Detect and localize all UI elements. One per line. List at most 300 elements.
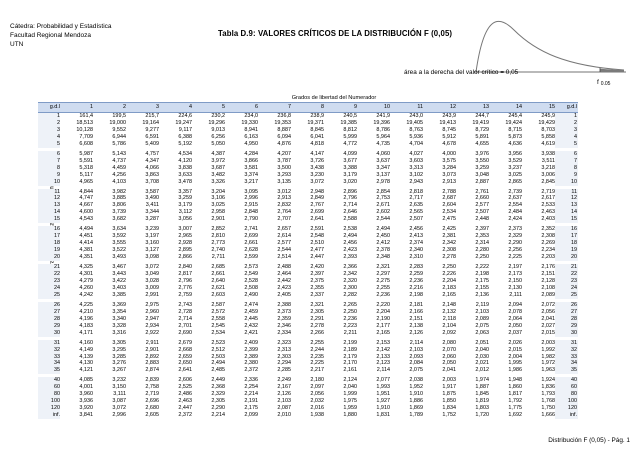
table-cell: 4,667 xyxy=(79,202,93,209)
table-cell: 2,269 xyxy=(541,240,555,247)
row-df-left: 28 xyxy=(38,316,60,323)
table-cell: 5,192 xyxy=(178,140,192,147)
row-df-left: 25 xyxy=(38,292,60,299)
table-cell: 2,359 xyxy=(277,315,291,322)
table-cell: 2,249 xyxy=(277,377,291,384)
table-cell: 3,316 xyxy=(112,329,126,336)
table-cell: 2,866 xyxy=(178,254,192,261)
table-cell: 19,000 xyxy=(109,119,126,126)
table-cell: 3,218 xyxy=(541,164,555,171)
table-cell: 2,640 xyxy=(211,277,225,284)
table-cell: 2,138 xyxy=(409,322,423,329)
table-cell: 2,030 xyxy=(475,353,489,360)
table-row xyxy=(38,347,578,354)
row-df-left: 29 xyxy=(38,323,60,330)
table-cell: 2,614 xyxy=(277,233,291,240)
table-cell: 2,740 xyxy=(211,247,225,254)
table-cell: 1,845 xyxy=(475,391,489,398)
table-cell: 3,806 xyxy=(112,202,126,209)
table-cell: 2,456 xyxy=(343,240,357,247)
table-cell: 8,763 xyxy=(409,126,423,133)
table-cell: 1,836 xyxy=(541,384,555,391)
table-cell: 8,812 xyxy=(343,126,357,133)
table-cell: 2,512 xyxy=(211,346,225,353)
table-cell: 3,422 xyxy=(112,277,126,284)
table-cell: 2,378 xyxy=(376,247,390,254)
table-row xyxy=(38,127,578,134)
table-cell: 2,255 xyxy=(310,339,324,346)
table-cell: 3,493 xyxy=(112,254,126,261)
table-cell: 2,077 xyxy=(376,377,390,384)
table-cell: 19,353 xyxy=(274,119,291,126)
table-row xyxy=(38,134,578,141)
table-cell: 4,347 xyxy=(145,157,159,164)
table-cell: 2,996 xyxy=(244,195,258,202)
table-cell: 4,950 xyxy=(244,140,258,147)
row-df-right: 10 xyxy=(555,179,578,186)
table-cell: 2,342 xyxy=(343,271,357,278)
table-cell: 1,775 xyxy=(508,405,522,412)
table-cell: 2,063 xyxy=(475,329,489,336)
table-cell: 3,295 xyxy=(112,346,126,353)
table-cell: 3,587 xyxy=(145,188,159,195)
table-cell: 5,117 xyxy=(79,171,93,178)
table-cell: 2,075 xyxy=(409,367,423,374)
table-cell: 2,132 xyxy=(442,308,456,315)
table-cell: 2,577 xyxy=(475,202,489,209)
table-row xyxy=(38,323,578,330)
table-cell: 1,850 xyxy=(442,398,456,405)
table-cell: 7,709 xyxy=(79,133,93,140)
table-cell: 2,459 xyxy=(244,308,258,315)
table-cell: 4,494 xyxy=(79,226,93,233)
table-cell: 3,490 xyxy=(145,195,159,202)
table-cell: 3,135 xyxy=(277,178,291,185)
row-df-right: 20 xyxy=(555,254,578,261)
table-cell: 215,7 xyxy=(145,113,159,119)
table-cell: 6,608 xyxy=(79,140,93,147)
row-df-left: 2 xyxy=(38,120,60,127)
table-cell: 2,093 xyxy=(409,353,423,360)
column-header: 15 xyxy=(522,103,555,113)
table-cell: 4,965 xyxy=(79,178,93,185)
table-cell: 2,340 xyxy=(409,247,423,254)
table-cell: 3,529 xyxy=(508,157,522,164)
table-cell: 2,739 xyxy=(508,188,522,195)
table-cell: 2,373 xyxy=(277,308,291,315)
table-cell: 3,726 xyxy=(310,157,324,164)
table-cell: 2,544 xyxy=(376,216,390,223)
table-cell: 2,445 xyxy=(244,315,258,322)
table-cell: 9,117 xyxy=(178,126,192,133)
table-cell: 2,041 xyxy=(541,315,555,322)
table-cell: 3,982 xyxy=(112,188,126,195)
table-cell: 3,838 xyxy=(178,164,192,171)
table-cell: 2,305 xyxy=(310,308,324,315)
row-df-left: 14 xyxy=(38,209,60,216)
table-cell: 9,552 xyxy=(112,126,126,133)
table-cell: 2,114 xyxy=(376,367,390,374)
table-cell: 4,207 xyxy=(277,150,291,157)
row-df-left: 120 xyxy=(38,405,60,412)
table-cell: 2,764 xyxy=(277,209,291,216)
university-line: UTN xyxy=(10,41,24,48)
table-cell: 2,508 xyxy=(244,284,258,291)
table-cell: 2,934 xyxy=(145,322,159,329)
table-cell: 2,773 xyxy=(211,240,225,247)
table-cell: 2,599 xyxy=(244,254,258,261)
table-row xyxy=(38,165,578,172)
table-row xyxy=(38,278,578,285)
table-row xyxy=(38,179,578,186)
table-cell: 4,027 xyxy=(409,150,423,157)
table-cell: 2,244 xyxy=(310,346,324,353)
row-df-right: 29 xyxy=(555,323,578,330)
table-cell: 3,160 xyxy=(145,240,159,247)
table-cell: 2,447 xyxy=(310,254,324,261)
table-cell: 4,600 xyxy=(79,209,93,216)
row-df-right: 2 xyxy=(555,120,578,127)
table-cell: 3,284 xyxy=(442,164,456,171)
table-cell: 2,123 xyxy=(376,360,390,367)
table-cell: 3,500 xyxy=(277,164,291,171)
table-cell: 18,513 xyxy=(76,119,93,126)
row-df-right: 22 xyxy=(555,271,578,278)
table-cell: 2,199 xyxy=(343,339,357,346)
table-cell: 2,308 xyxy=(442,247,456,254)
row-df-left: 60 xyxy=(38,384,60,391)
table-cell: 2,070 xyxy=(442,346,456,353)
table-cell: 3,340 xyxy=(112,315,126,322)
alpha-subscript: 0.05 xyxy=(600,81,611,87)
table-cell: 3,634 xyxy=(112,226,126,233)
row-df-left: 7 xyxy=(38,158,60,165)
table-cell: 2,641 xyxy=(178,367,192,374)
row-df-left: 22 xyxy=(38,271,60,278)
table-cell: 2,901 xyxy=(145,346,159,353)
table-cell: 2,650 xyxy=(178,360,192,367)
table-cell: 2,549 xyxy=(244,271,258,278)
table-cell: 243,0 xyxy=(409,113,423,119)
row-df-right: 30 xyxy=(555,330,578,337)
row-df-right: 80 xyxy=(555,391,578,398)
row-df-left: 15 xyxy=(38,216,60,223)
table-cell: 2,913 xyxy=(442,178,456,185)
table-cell: 4,381 xyxy=(79,247,93,254)
table-cell: 4,459 xyxy=(112,164,126,171)
table-cell: 2,133 xyxy=(376,353,390,360)
table-cell: 2,294 xyxy=(277,360,291,367)
row-df-right: 60 xyxy=(555,384,578,391)
column-header: 1 xyxy=(60,103,93,113)
table-cell: 3,385 xyxy=(112,291,126,298)
table-cell: 2,915 xyxy=(244,202,258,209)
table-cell: 3,581 xyxy=(244,164,258,171)
row-df-left: 80 xyxy=(38,391,60,398)
table-cell: 8,845 xyxy=(310,126,324,133)
table-cell: 1,886 xyxy=(409,398,423,405)
corner-label-left: g.d.l xyxy=(38,103,60,113)
table-row xyxy=(38,340,578,347)
table-row xyxy=(38,354,578,361)
row-df-left: 20 xyxy=(38,254,60,261)
table-cell: 5,999 xyxy=(343,133,357,140)
table-cell: 3,006 xyxy=(541,171,555,178)
table-cell: 245,4 xyxy=(508,113,522,119)
table-cell: 3,072 xyxy=(310,178,324,185)
table-row xyxy=(38,195,578,202)
table-row xyxy=(38,202,578,209)
table-cell: 2,084 xyxy=(409,360,423,367)
critical-value-label xyxy=(597,79,610,87)
table-header-row xyxy=(38,103,578,113)
table-cell: 2,072 xyxy=(541,301,555,308)
table-cell: 2,142 xyxy=(376,346,390,353)
table-cell: 2,991 xyxy=(145,291,159,298)
table-cell: 1,869 xyxy=(409,405,423,412)
table-cell: 2,040 xyxy=(343,384,357,391)
table-cell: 2,741 xyxy=(244,226,258,233)
row-df-right: 40 xyxy=(555,377,578,384)
table-cell: 19,413 xyxy=(439,119,456,126)
table-cell: 3,259 xyxy=(475,164,489,171)
table-cell: 2,852 xyxy=(211,226,225,233)
table-cell: 4,704 xyxy=(409,140,423,147)
table-cell: 2,179 xyxy=(343,353,357,360)
table-cell: 2,922 xyxy=(145,329,159,336)
table-cell: 1,887 xyxy=(475,384,489,391)
table-cell: 5,912 xyxy=(442,133,456,140)
table-cell: 2,026 xyxy=(508,339,522,346)
table-cell: 2,545 xyxy=(211,322,225,329)
table-row xyxy=(38,360,578,367)
table-cell: 2,711 xyxy=(211,254,225,261)
table-cell: 2,948 xyxy=(310,188,324,195)
table-cell: 2,176 xyxy=(541,264,555,271)
table-cell: 3,344 xyxy=(145,209,159,216)
table-cell: 2,236 xyxy=(376,291,390,298)
table-cell: 3,863 xyxy=(145,171,159,178)
table-cell: 3,841 xyxy=(79,412,93,419)
row-df-left: 18 xyxy=(38,240,60,247)
table-cell: 4,301 xyxy=(79,271,93,278)
table-cell: 2,368 xyxy=(211,384,225,391)
table-cell: 2,534 xyxy=(211,329,225,336)
table-cell: 1,875 xyxy=(442,391,456,398)
table-cell: 2,348 xyxy=(376,254,390,261)
table-cell: 2,148 xyxy=(442,301,456,308)
table-row xyxy=(38,240,578,247)
table-cell: 2,490 xyxy=(244,291,258,298)
table-row xyxy=(38,309,578,316)
table-cell: 3,403 xyxy=(112,284,126,291)
table-cell: 4,451 xyxy=(79,233,93,240)
table-row xyxy=(38,151,578,158)
table-cell: 2,278 xyxy=(442,254,456,261)
table-cell: 1,752 xyxy=(442,412,456,419)
table-cell: 224,6 xyxy=(178,113,192,119)
row-df-left: 100 xyxy=(38,398,60,405)
table-cell: 2,758 xyxy=(145,384,159,391)
table-cell: 2,161 xyxy=(343,367,357,374)
row-df-left: inf. xyxy=(38,412,60,419)
table-cell: 19,247 xyxy=(175,119,192,126)
table-cell: 2,943 xyxy=(409,178,423,185)
table-cell: 1,817 xyxy=(508,391,522,398)
table-cell: 2,250 xyxy=(475,254,489,261)
row-df-left: 24 xyxy=(38,285,60,292)
table-cell: 1,720 xyxy=(475,412,489,419)
row-df-left: 5 xyxy=(38,141,60,148)
row-df-right: 34 xyxy=(555,360,578,367)
table-cell: 6,163 xyxy=(244,133,258,140)
table-cell: 4,085 xyxy=(79,377,93,384)
table-cell: 8,729 xyxy=(475,126,489,133)
table-cell: 2,099 xyxy=(244,412,258,419)
row-df-right: 6 xyxy=(555,151,578,158)
table-cell: 2,810 xyxy=(211,233,225,240)
row-df-right: 18 xyxy=(555,240,578,247)
faculty-line: Facultad Regional Mendoza xyxy=(10,32,91,39)
row-df-left: 13 xyxy=(38,202,60,209)
table-cell: 2,975 xyxy=(145,301,159,308)
table-cell: 2,130 xyxy=(508,284,522,291)
table-cell: 3,575 xyxy=(442,157,456,164)
table-cell: 2,165 xyxy=(442,291,456,298)
table-cell: 4,121 xyxy=(79,367,93,374)
table-cell: 2,753 xyxy=(376,195,390,202)
table-cell: 2,290 xyxy=(508,240,522,247)
table-cell: 2,507 xyxy=(475,209,489,216)
column-header: 3 xyxy=(126,103,159,113)
table-cell: 3,106 xyxy=(211,195,225,202)
table-cell: 2,236 xyxy=(343,315,357,322)
table-cell: 2,038 xyxy=(409,377,423,384)
table-row xyxy=(38,405,578,412)
table-cell: 2,181 xyxy=(409,301,423,308)
table-cell: 3,025 xyxy=(211,202,225,209)
table-cell: 1,986 xyxy=(508,367,522,374)
row-df-right: 35 xyxy=(555,367,578,374)
table-cell: 2,346 xyxy=(277,322,291,329)
table-cell: 1,938 xyxy=(310,412,324,419)
table-cell: 2,119 xyxy=(475,301,489,308)
table-cell: 3,708 xyxy=(145,178,159,185)
table-cell: 2,660 xyxy=(475,195,489,202)
table-cell: 8,941 xyxy=(244,126,258,133)
table-cell: 8,745 xyxy=(442,126,456,133)
table-cell: 2,075 xyxy=(475,322,489,329)
table-cell: 2,485 xyxy=(211,367,225,374)
table-cell: 2,405 xyxy=(277,291,291,298)
table-cell: 1,951 xyxy=(376,391,390,398)
table-cell: 2,849 xyxy=(310,195,324,202)
critical-values-table-wrapper xyxy=(38,94,630,419)
table-cell: 1,995 xyxy=(508,360,522,367)
row-df-left: 40 xyxy=(38,377,60,384)
table-cell: 3,550 xyxy=(475,157,489,164)
course-header xyxy=(10,22,112,49)
table-cell: 2,310 xyxy=(409,254,423,261)
table-cell: 2,892 xyxy=(145,353,159,360)
critical-values-table xyxy=(38,102,578,419)
table-cell: 2,380 xyxy=(244,360,258,367)
table-cell: 2,040 xyxy=(475,346,489,353)
table-cell: 5,936 xyxy=(409,133,423,140)
table-cell: 2,848 xyxy=(244,209,258,216)
table-cell: 2,375 xyxy=(310,277,324,284)
row-df-left: 8 xyxy=(38,165,60,172)
table-cell: 2,050 xyxy=(508,322,522,329)
table-cell: 3,111 xyxy=(113,391,126,398)
table-cell: 4,260 xyxy=(79,284,93,291)
table-cell: 2,236 xyxy=(409,277,423,284)
table-cell: 2,255 xyxy=(376,284,390,291)
table-cell: 2,103 xyxy=(277,398,291,405)
table-cell: 5,987 xyxy=(79,150,93,157)
row-df-right: 27 xyxy=(555,309,578,316)
table-cell: 2,488 xyxy=(277,264,291,271)
table-cell: 2,003 xyxy=(442,377,456,384)
row-df-right: 25 xyxy=(555,292,578,299)
table-cell: 2,153 xyxy=(376,339,390,346)
table-cell: 2,790 xyxy=(244,216,258,223)
table-cell: 2,353 xyxy=(475,233,489,240)
table-cell: 2,484 xyxy=(508,209,522,216)
table-cell: 2,016 xyxy=(310,405,324,412)
table-cell: 2,788 xyxy=(442,188,456,195)
row-df-right: inf. xyxy=(555,412,578,419)
table-row xyxy=(38,285,578,292)
table-cell: 4,351 xyxy=(79,254,93,261)
table-row xyxy=(38,292,578,299)
table-cell: 2,314 xyxy=(475,240,489,247)
table-cell: 2,111 xyxy=(509,291,522,298)
table-cell: 6,388 xyxy=(178,133,192,140)
table-cell: 2,103 xyxy=(409,346,423,353)
table-cell: 2,175 xyxy=(475,277,489,284)
table-cell: 2,896 xyxy=(343,188,357,195)
table-cell: 4,534 xyxy=(178,150,192,157)
table-cell: 3,049 xyxy=(145,271,159,278)
table-cell: 1,750 xyxy=(541,405,555,412)
table-cell: 5,050 xyxy=(211,140,225,147)
row-df-right: 32 xyxy=(555,347,578,354)
table-cell: 2,832 xyxy=(277,202,291,209)
table-cell: 1,948 xyxy=(508,377,522,384)
table-cell: 19,405 xyxy=(406,119,423,126)
row-df-left: 10 xyxy=(38,179,60,186)
table-cell: 2,087 xyxy=(277,405,291,412)
area-caption: área a la derecha del valor crítico = 0,05 xyxy=(404,69,519,76)
row-df-right: 9 xyxy=(555,172,578,179)
table-cell: 2,389 xyxy=(244,353,258,360)
table-cell: 2,094 xyxy=(508,301,522,308)
table-cell: 2,300 xyxy=(343,284,357,291)
table-cell: 3,328 xyxy=(112,322,126,329)
table-cell: 2,503 xyxy=(211,353,225,360)
table-cell: 9,277 xyxy=(145,126,159,133)
row-df-right: 23 xyxy=(555,278,578,285)
table-cell: 2,635 xyxy=(409,202,423,209)
table-cell: 2,477 xyxy=(310,247,324,254)
table-cell: 2,189 xyxy=(343,346,357,353)
table-cell: 3,287 xyxy=(145,216,159,223)
table-cell: 3,313 xyxy=(409,164,423,171)
table-cell: 2,291 xyxy=(310,315,324,322)
table-cell: 2,050 xyxy=(442,360,456,367)
table-cell: 5,964 xyxy=(376,133,390,140)
